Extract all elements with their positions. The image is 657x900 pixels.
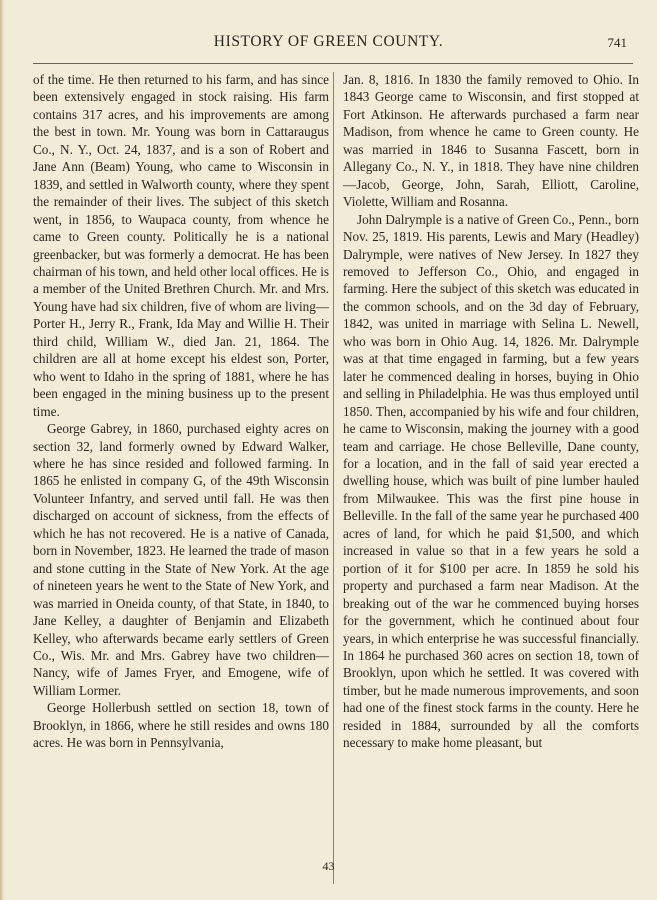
signature-mark: 43 bbox=[322, 859, 335, 873]
paragraph-john-dalrymple: John Dalrymple is a native of Green Co., Penn., born Nov. 25, 1819. His parents, Lewis and Mary (Headley) Dalrymple, were natives of New Jersey. In 1827 they removed to Jefferson Co., Ohio, and engaged in farming. Here the subject of this sketch was educated in the common schools, and on the 3d day of February, 1842, was united in marriage with Selina L. Newell, who was born in Ohio Aug. 14, 1826. Mr. Dalrymple was at that time engaged in farming, but a few years later he commenced dealing in horses, buying in Ohio and selling in Philadelphia. He was thus employed until 1850. Then, accompanied by his wife and four children, he came to Wisconsin, making the journey with a good team and carriage. He chose Belleville, Dane county, for a location, and in the fall of said year erected a dwelling house, which was built of pine lumber hauled from Milwaukee. This was the first pine house in Belleville. In the fall of the same year he purchased 400 acres of land, for which he paid $1,500, and which increased in value so that in a few years he sold a portion of it for $100 per acre. In 1859 he sold his property and purchased a farm near Madison. At the breaking out of the war he commenced buying horses for the government, which he continued about four years, in which enterprise he was successful financially. In 1864 he purchased 360 acres on section 18, town of Brooklyn, upon which he settled. It was covered with timber, but he made numerous improvements, and soon had one of the finest stock farms in the county. Here he resided in 1884, surrounded by all the comforts necessary to make home pleasant, but bbox=[343, 211, 639, 751]
left-column bbox=[33, 71, 329, 752]
right-column bbox=[343, 71, 639, 752]
running-head bbox=[0, 33, 657, 53]
paragraph-young-continued: of the time. He then returned to his farm, and has since been extensively engaged in stock raising. His farm contains 317 acres, and his improvements are among the best in town. Mr. Young was born in Cattaraugus Co., N. Y., Oct. 24, 1837, and is a son of Robert and Jane Ann (Beam) Young, who came to Wisconsin in 1839, and settled in Walworth county, where they spent the remainder of their lives. The subject of this sketch went, in 1856, to Waupaca county, from whence he came to Green county. Politically he is a national greenbacker, but was formerly a democrat. He has been chairman of his town, and held other local offices. He is a member of the United Brethren Church. Mr. and Mrs. Young have had six children, five of whom are living—Porter H., Jerry R., Frank, Ida May and Willie H. Their third child, William W., died Jan. 21, 1864. The children are all at home except his eldest son, Porter, who went to Idaho in the spring of 1881, where he has been engaged in the mining business up to the present time. bbox=[33, 72, 329, 419]
paragraph-hollerbush-continued: Jan. 8, 1816. In 1830 the family removed to Ohio. In 1843 George came to Wisconsin, and first stopped at Fort Atkinson. He afterwards purchased a farm near Madison, from whence he came to Green county. He was married in 1846 to Susanna Fascett, born in Allegany Co., N. Y., in 1818. They have nine children—Jacob, George, John, Sarah, Elliott, Caroline, Violette, William and Rosanna. bbox=[343, 72, 639, 210]
header-rule bbox=[33, 63, 633, 64]
page-title: HISTORY OF GREEN COUNTY. bbox=[213, 33, 444, 50]
page-number: 741 bbox=[607, 35, 627, 50]
page-binding-edge bbox=[0, 0, 4, 900]
column-divider bbox=[333, 72, 334, 884]
paragraph-george-hollerbush: George Hollerbush settled on section 18, town of Brooklyn, in 1866, where he still resides and owns 180 acres. He was born in Pennsylvania, bbox=[33, 700, 329, 751]
paragraph-george-gabrey: George Gabrey, in 1860, purchased eighty acres on section 32, land formerly owned by Edward Walker, where he has since resided and followed farming. In 1865 he enlisted in company G, of the 49th Wisconsin Volunteer Infantry, and served until fall. He was then discharged on account of sickness, from the effects of which he has not recovered. He is a native of Canada, born in November, 1823. He learned the trade of mason and stone cutting in the State of New York. At the age of nineteen years he went to the State of New York, and was married in Oneida county, of that State, in 1840, to Jane Kelley, a daughter of Benjamin and Elizabeth Kelley, who afterwards became early settlers of Green Co., Wis. Mr. and Mrs. Gabrey have two children—Nancy, wife of James Fryer, and Emogene, wife of William Lormer. bbox=[33, 421, 329, 698]
